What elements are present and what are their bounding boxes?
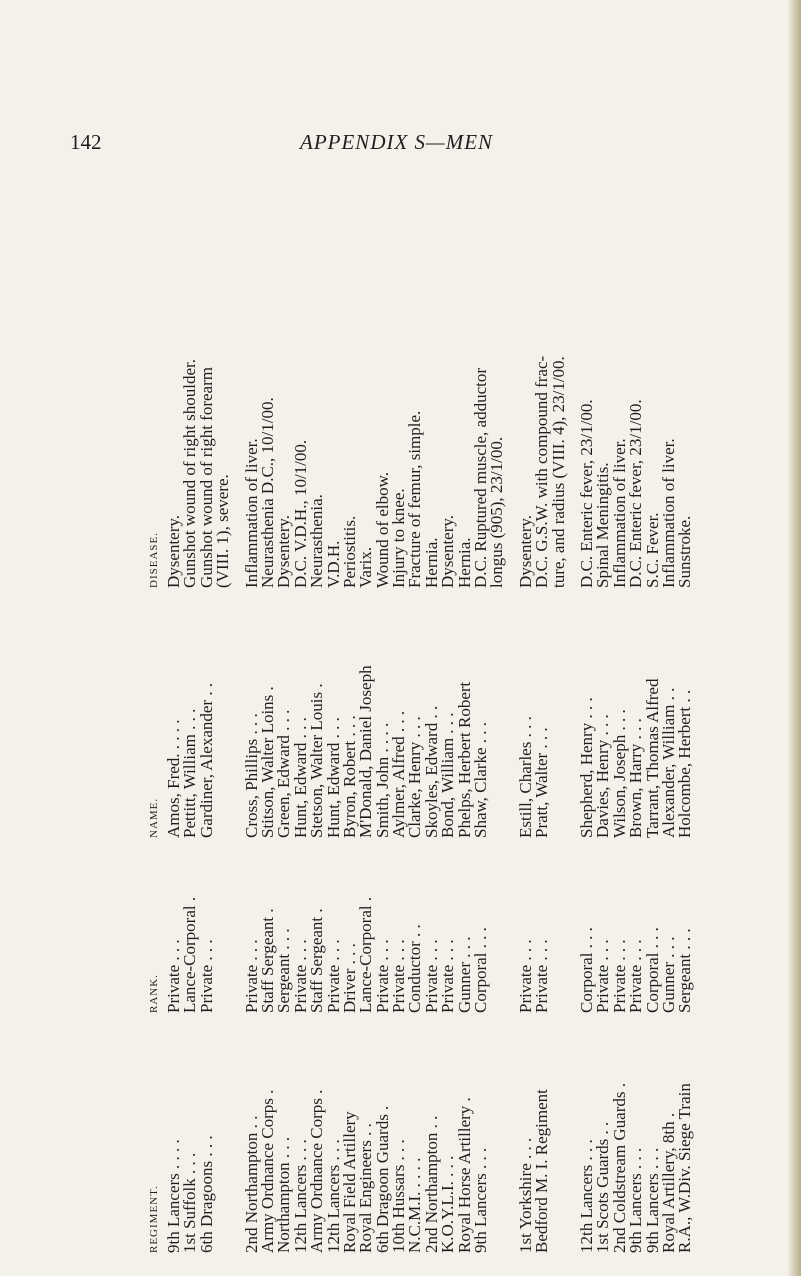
cell-rank: Sergeant . . . <box>274 928 294 1013</box>
cell-disease: Neurasthenia. <box>307 494 327 588</box>
cell-name: Smith, John . . . . <box>372 722 392 838</box>
cell-regiment: Northampton . . . <box>274 1136 294 1253</box>
cell-name: Davies, Henry . . . <box>593 714 613 838</box>
table-row <box>257 163 277 1253</box>
cell-rank: Private . . . <box>532 939 552 1013</box>
cell-regiment: 2nd Northampton . . <box>421 1115 441 1253</box>
cell-name: Brown, Harry . . . <box>626 718 646 838</box>
cell-regiment: Army Ordnance Corps . <box>257 1089 277 1253</box>
table-row <box>215 163 231 1253</box>
cell-rank: Private . . . <box>515 939 535 1013</box>
cell-rank: Staff Sergeant . <box>307 908 327 1013</box>
cell-disease: Spinal Meningitis. <box>593 462 613 588</box>
cell-disease: (VIII. 1), severe. <box>213 474 233 588</box>
cell-disease: Varix. <box>356 546 376 588</box>
cell-name: Tarrant, Thomas Alfred <box>642 678 662 838</box>
table-body <box>166 163 694 1253</box>
cell-regiment: Royal Field Artillery <box>339 1111 359 1253</box>
cell-name: Cross, Phillips . . . <box>241 713 261 838</box>
cell-name: Shepherd, Henry . . . <box>576 697 596 838</box>
cell-name: Pettitt, William . . . <box>180 708 200 838</box>
cell-disease: D.C. G.S.W. with compound frac- <box>532 355 552 588</box>
cell-rank: Private . . . <box>421 939 441 1013</box>
cell-name: Bond, William . . . <box>438 712 458 838</box>
cell-regiment: 9th Lancers . . . . <box>164 1139 183 1253</box>
cell-rank: Private . . . <box>626 939 646 1013</box>
cell-regiment: K.O.Y.L.I. . . . <box>438 1155 458 1253</box>
table-row <box>276 163 292 1253</box>
cell-regiment: 12th Lancers . . . <box>290 1139 310 1253</box>
cell-rank: Staff Sergeant . <box>257 908 277 1013</box>
cell-rank: Driver . . . <box>339 943 359 1013</box>
cell-rank: Private . . . <box>164 939 183 1013</box>
table-row <box>473 163 489 1253</box>
cell-rank: Private . . . <box>593 939 613 1013</box>
cell-disease: Hernia. <box>454 537 474 588</box>
column-header-regiment: REGIMENT. <box>148 1185 160 1253</box>
cell-name: Phelps, Herbert Robert <box>454 681 474 838</box>
cell-regiment: N.C.M.I. . . . . <box>405 1157 425 1253</box>
rotated-table <box>142 163 702 1253</box>
group-spacer <box>232 163 244 1253</box>
cell-name: Green, Edward . . . <box>274 709 294 838</box>
column-header-rank: RANK. <box>148 974 160 1013</box>
column-header-disease: DISEASE. <box>148 532 160 588</box>
cell-name: Hunt, Edward . . . <box>323 717 343 838</box>
cell-disease: D.C. Ruptured muscle, adductor <box>471 367 491 588</box>
cell-disease: Dysentery. <box>164 514 183 588</box>
cell-name: Alexander, William . . <box>658 687 678 838</box>
cell-disease: ture, and radius (VIII. 4), 23/1/00. <box>548 356 568 588</box>
table-row <box>391 163 407 1253</box>
cell-regiment: Bedford M. I. Regiment <box>532 1089 552 1253</box>
cell-name: Clarke, Henry . . . <box>405 716 425 838</box>
cell-disease: Hernia. <box>421 537 441 588</box>
cell-name: Amos, Fred. . . . . <box>164 719 183 838</box>
table-row <box>358 163 374 1253</box>
cell-disease: Dysentery. <box>438 514 458 588</box>
cell-disease: Fracture of femur, simple. <box>405 410 425 588</box>
table-row <box>323 163 343 1253</box>
cell-regiment: 6th Dragoons . . . <box>196 1135 216 1253</box>
cell-name: Byron, Robert . . . <box>339 715 359 838</box>
cell-regiment: 2nd Northampton . . <box>241 1115 261 1253</box>
cell-disease: longus (905), 23/1/00. <box>487 436 507 588</box>
cell-disease: Sunstroke. <box>675 515 695 588</box>
cell-rank: Lance-Corporal . <box>180 896 200 1013</box>
cell-disease: Inflammation of liver. <box>241 438 261 588</box>
cell-rank: Private . . . <box>241 939 261 1013</box>
cell-disease: Gunshot wound of right forearm <box>196 367 216 588</box>
cell-regiment: 12th Lancers . . . <box>576 1139 596 1253</box>
cell-disease: D.C. Enteric fever, 23/1/00. <box>626 399 646 588</box>
cell-disease: Dysentery. <box>515 514 535 588</box>
cell-regiment: 9th Lancers . . . <box>642 1147 662 1253</box>
cell-regiment: R.A., W.Div. Siege Train <box>675 1083 695 1253</box>
table-row <box>421 163 441 1253</box>
cell-regiment: Royal Engineers . . <box>356 1123 376 1253</box>
cell-regiment: 10th Hussars . . . <box>389 1139 409 1253</box>
page-edge-shadow <box>787 0 801 1276</box>
table-row <box>454 163 474 1253</box>
cell-regiment: 1st Scots Guards . . <box>593 1121 613 1253</box>
cell-regiment: 2nd Coldstream Guards . <box>609 1083 629 1253</box>
table-row <box>677 163 693 1253</box>
cell-regiment: Army Ordnance Corps . <box>307 1089 327 1253</box>
running-head: APPENDIX S—MEN <box>300 130 494 154</box>
table-row <box>309 163 325 1253</box>
cell-rank: Sergeant . . . <box>675 928 695 1013</box>
cell-rank: Private . . . <box>438 939 458 1013</box>
cell-disease: Periostitis. <box>339 515 359 588</box>
cell-name: Shaw, Clarke . . . <box>471 722 491 838</box>
table-row <box>489 163 505 1253</box>
cell-name: Stetson, Walter Louis . <box>307 683 327 838</box>
column-header-name: NAME. <box>148 797 160 838</box>
cell-rank: Private . . . <box>609 939 629 1013</box>
cell-disease: V.D.H. <box>323 540 343 588</box>
cell-name: Hunt, Edward . . . <box>290 717 310 838</box>
cell-disease: Neurasthenia D.C., 10/1/00. <box>257 397 277 588</box>
cell-rank: Private . . . <box>196 939 216 1013</box>
cell-name: Aylmer, Alfred . . . <box>389 710 409 838</box>
cell-rank: Private . . . <box>372 939 392 1013</box>
cell-disease: Injury to knee. <box>389 488 409 588</box>
cell-rank: Corporal . . . <box>576 927 596 1013</box>
table-row <box>166 163 182 1253</box>
cell-rank: Corporal . . . <box>471 927 491 1013</box>
cell-name: M'Donald, Daniel Joseph <box>356 665 376 838</box>
table-row <box>576 163 596 1253</box>
cell-rank: Lance-Corporal . <box>356 896 376 1013</box>
cell-name: Holcombe, Herbert . . <box>675 689 695 838</box>
cell-disease: Wound of elbow. <box>372 471 392 588</box>
cell-regiment: 1st Suffolk . . . <box>180 1152 200 1253</box>
cell-rank: Gunner . . . <box>658 936 678 1013</box>
cell-rank: Conductor . . <box>405 924 425 1013</box>
cell-rank: Gunner . . . <box>454 936 474 1013</box>
table-row <box>534 163 550 1253</box>
cell-disease: Dysentery. <box>274 514 294 588</box>
cell-disease: Gunshot wound of right shoulder. <box>180 358 200 588</box>
cell-disease: D.C. V.D.H., 10/1/00. <box>290 439 310 588</box>
cell-name: Pratt, Walter . . . <box>532 727 552 838</box>
table-row <box>609 163 629 1253</box>
cell-disease: S.C. Fever. <box>642 512 662 588</box>
cell-regiment: Royal Artillery, 8th . <box>658 1112 678 1253</box>
table-row <box>196 163 216 1253</box>
cell-rank: Corporal . . . <box>642 927 662 1013</box>
table-row <box>548 163 568 1253</box>
cell-regiment: 1st Yorkshire . . . <box>515 1137 535 1253</box>
cell-disease: Inflammation of liver. <box>609 438 629 588</box>
cell-rank: Private . . . <box>290 939 310 1013</box>
cell-name: Gardiner, Alexander . . <box>196 682 216 838</box>
cell-regiment: 9th Lancers . . . <box>626 1147 646 1253</box>
cell-regiment: Royal Horse Artillery . <box>454 1097 474 1253</box>
cell-name: Skoyles, Edward . . <box>421 705 441 838</box>
cell-regiment: 6th Dragoon Guards . <box>372 1105 392 1253</box>
page-number: 142 <box>70 130 102 154</box>
table-row <box>372 163 392 1253</box>
cell-name: Stitson, Walter Loins . <box>257 686 277 838</box>
cell-regiment: 12th Lancers . . . <box>323 1139 343 1253</box>
cell-disease: D.C. Enteric fever, 23/1/00. <box>576 399 596 588</box>
group-spacer <box>506 163 518 1253</box>
cell-regiment: 9th Lancers . . . <box>471 1147 491 1253</box>
cell-name: Wilson, Joseph . . . <box>609 709 629 838</box>
cell-rank: Private . . . <box>389 939 409 1013</box>
cell-rank: Private . . . <box>323 939 343 1013</box>
cell-disease: Inflammation of liver. <box>658 438 678 588</box>
cell-name: Estill, Charles . . . <box>515 716 535 838</box>
